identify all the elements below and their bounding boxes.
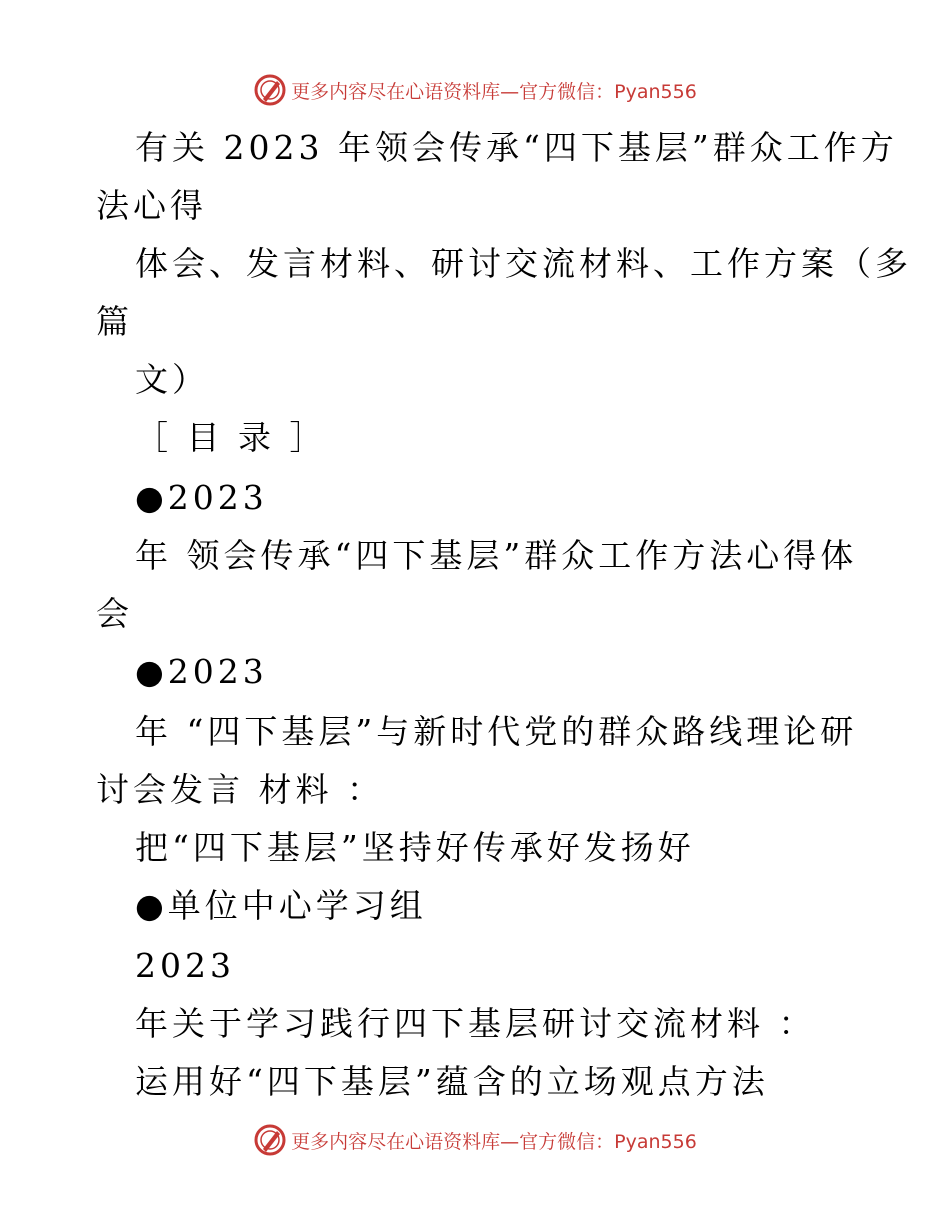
title-line-4: 篇 bbox=[96, 302, 133, 341]
title-line-1: 有关 2023 年领会传承“四下基层”群众工作方 bbox=[135, 128, 898, 167]
header-watermark bbox=[0, 70, 950, 110]
toc-item-3-subtitle: 运用好“四下基层”蕴含的立场观点方法 bbox=[135, 1062, 769, 1101]
title-line-2: 法心得 bbox=[96, 186, 207, 225]
pen-seal-logo-icon bbox=[253, 1123, 287, 1157]
toc-item-3-org: ●单位中心学习组 bbox=[135, 886, 427, 925]
toc-item-1-title-cont: 会 bbox=[96, 594, 133, 633]
toc-heading: ［ 目 录 ］ bbox=[135, 418, 327, 457]
toc-item-1-year: ●2023 bbox=[135, 478, 268, 517]
watermark-text: 更多内容尽在心语资料库—官方微信：Pyan556 bbox=[291, 1130, 697, 1153]
toc-item-2-title: 年 “四下基层”与新时代党的群众路线理论研 bbox=[135, 712, 858, 751]
title-line-3: 体会、发言材料、研讨交流材料、工作方案（多 bbox=[135, 244, 912, 283]
toc-item-2-year: ●2023 bbox=[135, 652, 268, 691]
toc-item-2-title-cont: 讨会发言 材料 ： bbox=[96, 770, 384, 809]
toc-item-3-year: 2023 bbox=[135, 946, 235, 985]
watermark-text: 更多内容尽在心语资料库—官方微信：Pyan556 bbox=[291, 80, 697, 103]
toc-item-2-subtitle: 把“四下基层”坚持好传承好发扬好 bbox=[135, 828, 695, 867]
footer-watermark bbox=[0, 1120, 950, 1160]
toc-item-1-title: 年 领会传承“四下基层”群众工作方法心得体 bbox=[135, 536, 858, 575]
title-line-5: 文） bbox=[135, 360, 209, 399]
toc-item-3-title: 年关于学习践行四下基层研讨交流材料 ： bbox=[135, 1004, 816, 1043]
pen-seal-logo-icon bbox=[253, 73, 287, 107]
